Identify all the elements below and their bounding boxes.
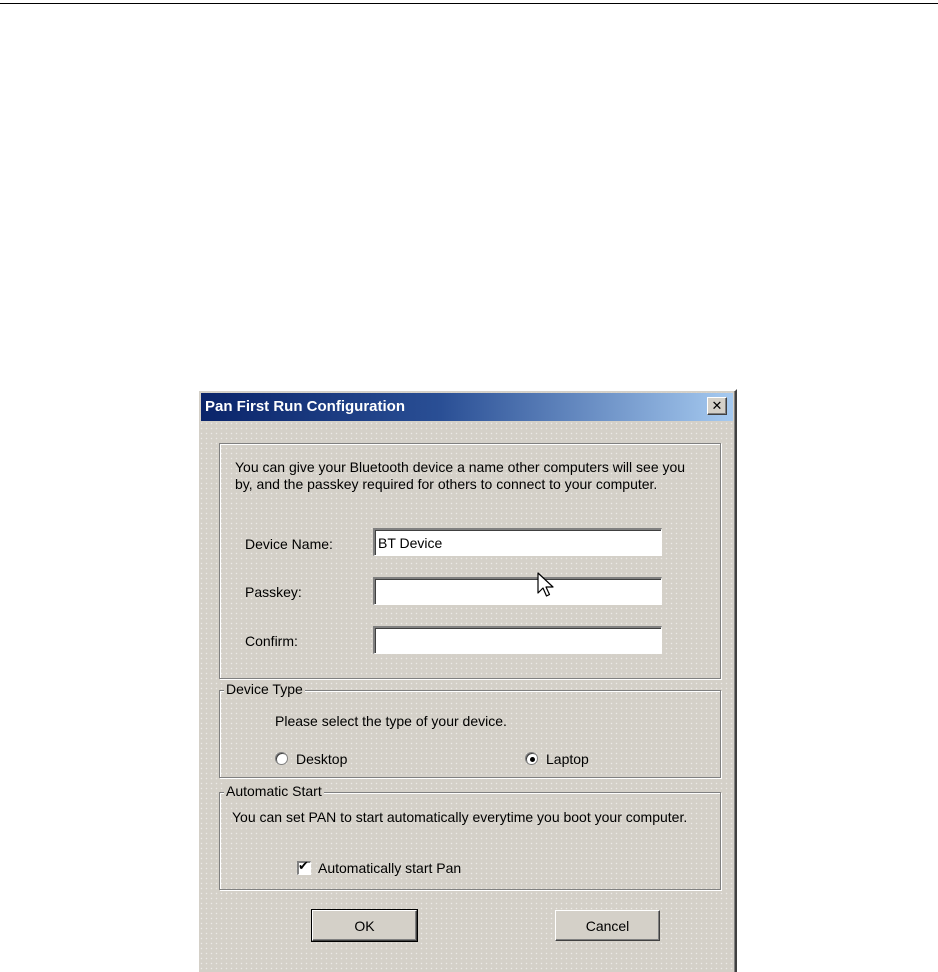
radio-circle-icon xyxy=(275,752,288,765)
device-info-group xyxy=(219,443,721,679)
cancel-button[interactable]: Cancel xyxy=(555,910,660,941)
device-name-label: Device Name: xyxy=(245,536,333,552)
device-name-field[interactable] xyxy=(373,528,662,556)
pan-config-dialog xyxy=(197,389,737,972)
radio-desktop-label: Desktop xyxy=(296,751,348,767)
passkey-label: Passkey: xyxy=(245,584,302,600)
device-type-legend: Device Type xyxy=(226,681,303,697)
close-button[interactable] xyxy=(707,397,727,415)
top-rule xyxy=(0,3,938,4)
auto-start-label: Automatically start Pan xyxy=(318,860,462,876)
dialog-title: Pan First Run Configuration xyxy=(205,398,405,415)
passkey-field[interactable] xyxy=(373,577,662,605)
automatic-start-description: You can set PAN to start automatically everytime you boot your computer. xyxy=(232,809,688,825)
title-bar[interactable] xyxy=(201,393,733,421)
automatic-start-legend: Automatic Start xyxy=(226,783,322,799)
checkmark-icon: ✔ xyxy=(298,859,309,874)
ok-button[interactable]: OK xyxy=(312,910,417,941)
confirm-field[interactable] xyxy=(373,626,662,654)
confirm-label: Confirm: xyxy=(245,633,298,649)
intro-text: You can give your Bluetooth device a name other computers will see you by, and the passkey required for others to connect to your computer. xyxy=(235,459,686,492)
device-type-group xyxy=(219,681,721,778)
device-type-prompt: Please select the type of your device. xyxy=(275,713,507,729)
radio-selected-dot-icon xyxy=(530,757,535,762)
close-icon: ✕ xyxy=(711,398,723,414)
mouse-pointer-icon xyxy=(537,572,557,602)
radio-laptop-label: Laptop xyxy=(546,751,589,767)
radio-circle-icon xyxy=(525,752,538,765)
checkbox-box xyxy=(297,861,311,875)
automatic-start-group xyxy=(219,783,721,890)
